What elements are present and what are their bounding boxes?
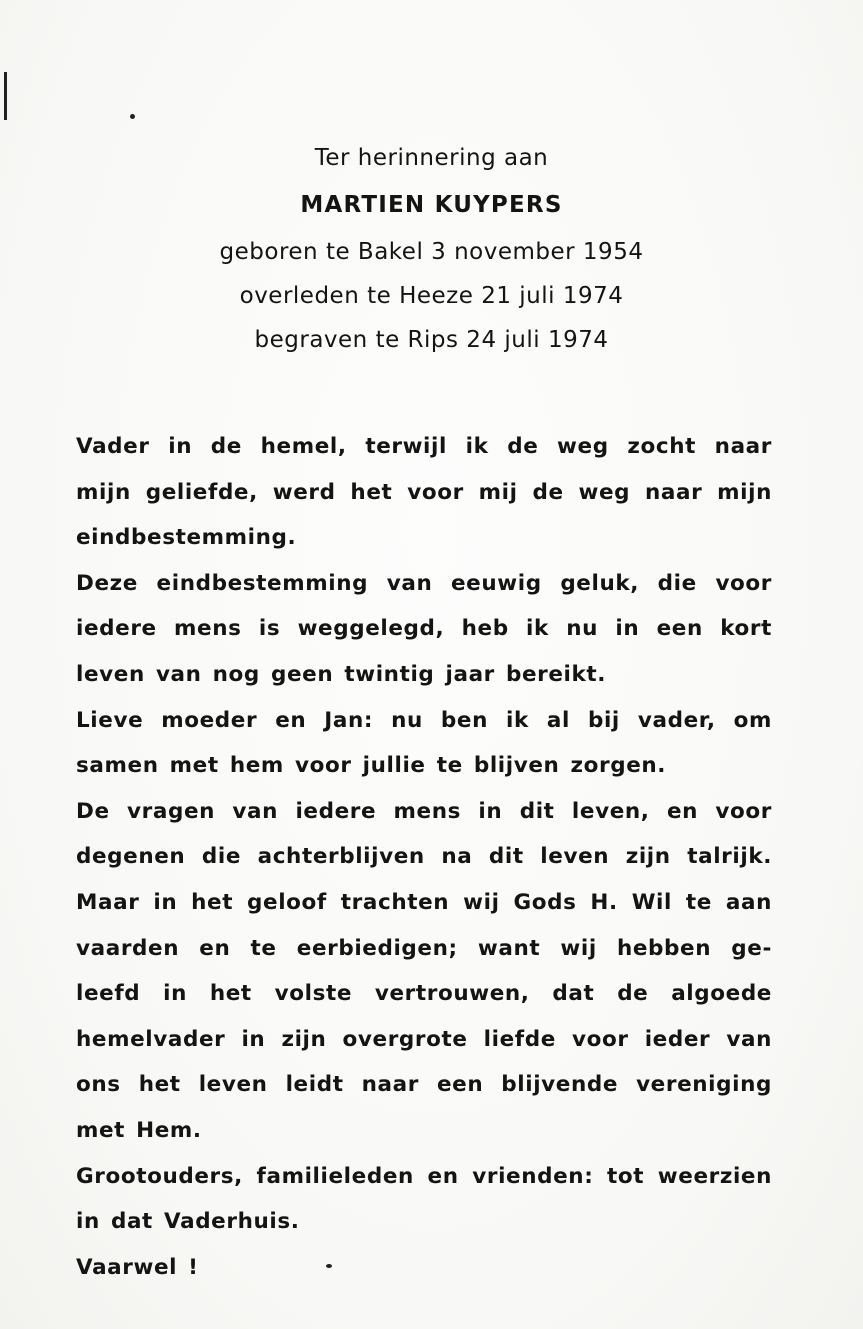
speck (130, 114, 135, 119)
text-line: De vragen van iedere mens in dit leven, en voor (76, 798, 772, 824)
text-line: Grootouders, familieleden en vrienden: tot weerzien (76, 1163, 772, 1189)
text-line: hemelvader in zijn overgrote liefde voor ieder van (76, 1026, 772, 1052)
text-line: ons het leven leidt naar een blijvende vereniging (76, 1072, 772, 1098)
text-line: mijn geliefde, werd het voor mij de weg naar mijn (76, 479, 772, 505)
text-line: Lieve moeder en Jan: nu ben ik al bij vader, om (76, 707, 772, 733)
deceased-name: MARTIEN KUYPERS (300, 192, 563, 218)
text-line: leven van nog geen twintig jaar bereikt. (76, 661, 607, 687)
burial-line: begraven te Rips 24 juli 1974 (254, 327, 609, 353)
text-line: samen met hem voor jullie te blijven zorgen. (76, 753, 667, 779)
birth-line: geboren te Bakel 3 november 1954 (219, 239, 644, 265)
text-line: vaarden en te eerbiedigen; want wij hebben ge- (76, 935, 772, 961)
text-line: Deze eindbestemming van eeuwig geluk, die voor (76, 570, 772, 596)
text-line: eindbestemming. (76, 525, 297, 551)
prayer-text (76, 424, 772, 1290)
header-intro: Ter herinnering aan (314, 145, 549, 171)
scan-edge-mark (4, 72, 7, 120)
text-line: degenen die achterblijven na dit leven zijn talrijk. (76, 844, 772, 870)
death-line: overleden te Heeze 21 juli 1974 (239, 283, 624, 309)
farewell-line: Vaarwel ! (76, 1254, 199, 1280)
text-line: Maar in het geloof trachten wij Gods H. Wil te aan (76, 889, 772, 915)
text-line: in dat Vaderhuis. (76, 1209, 300, 1235)
text-line: leefd in het volste vertrouwen, dat de algoede (76, 981, 772, 1007)
text-line: met Hem. (76, 1117, 202, 1143)
text-line: iedere mens is weggelegd, heb ik nu in een kort (76, 616, 772, 642)
text-line: Vader in de hemel, terwijl ik de weg zocht naar (76, 434, 772, 459)
